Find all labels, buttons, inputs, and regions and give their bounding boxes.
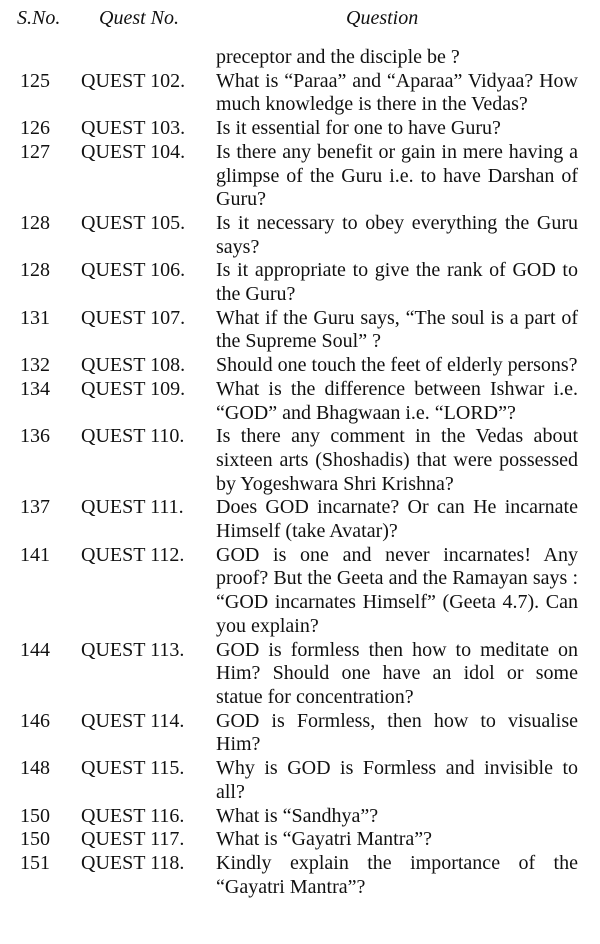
question-text: Is it essential for one to have Guru? [216, 117, 501, 140]
question-text: GOD is one and never incarnates! Any proof? But the Geeta and the Ramayan says : “GOD incarnates Himself” (Geeta 4.7). Can you explain? [216, 543, 578, 637]
quest-number: QUEST 108. [81, 354, 186, 377]
serial-number: 128 [20, 259, 50, 282]
quest-number: QUEST 109. [81, 377, 186, 400]
table-row [0, 117, 600, 141]
question-text: What is “Sandhya”? [216, 804, 379, 827]
table-row [0, 70, 600, 117]
quest-number: QUEST 103. [81, 117, 186, 140]
serial-number: 144 [20, 638, 50, 661]
table-row [0, 141, 600, 212]
quest-no-column-header: Quest No. [99, 7, 179, 29]
table-row [0, 710, 600, 757]
serial-number: 134 [20, 377, 50, 400]
table-row [0, 757, 600, 804]
quest-number: QUEST 106. [81, 259, 186, 282]
question-text: Is there any comment in the Vedas about sixteen arts (Shoshadis) that were possessed by Yogeshwara Shri Krishna? [216, 425, 578, 495]
serial-number: 151 [20, 851, 50, 874]
serial-number: 150 [20, 804, 50, 827]
serial-number: 132 [20, 354, 50, 377]
table-row [0, 639, 600, 710]
question-text: What is “Gayatri Mantra”? [216, 828, 433, 851]
table-row [0, 544, 600, 639]
question-text: What is “Paraa” and “Aparaa” Vidyaa? How much knowledge is there in the Vedas? [216, 69, 578, 116]
quest-number: QUEST 115. [81, 757, 185, 780]
question-text: Is there any benefit or gain in mere having a glimpse of the Guru i.e. to have Darshan of Guru? [216, 140, 578, 211]
question-text: Does GOD incarnate? Or can He incarnate Himself (take Avatar)? [216, 496, 578, 543]
table-row [0, 354, 600, 378]
quest-number: QUEST 111. [81, 496, 184, 519]
table-row [0, 425, 600, 496]
serial-number: 127 [20, 140, 50, 163]
sno-column-header: S.No. [17, 7, 61, 29]
serial-number: 136 [20, 425, 50, 448]
question-text: Is it appropriate to give the rank of GOD to the Guru? [216, 259, 578, 306]
quest-number: QUEST 105. [81, 211, 186, 234]
question-text: Is it necessary to obey everything the Guru says? [216, 211, 578, 258]
quest-number: QUEST 116. [81, 804, 185, 827]
table-row [0, 307, 600, 354]
question-text: Why is GOD is Formless and invisible to all? [216, 757, 578, 803]
question-text: Should one touch the feet of elderly persons? [216, 354, 578, 377]
serial-number: 150 [20, 828, 50, 851]
question-index-table [0, 46, 600, 899]
table-header [0, 7, 600, 37]
quest-number: QUEST 104. [81, 140, 186, 163]
table-row [0, 496, 600, 543]
quest-number: QUEST 113. [81, 638, 185, 661]
table-row [0, 259, 600, 306]
table-row [0, 828, 600, 852]
question-column-header: Question [346, 7, 419, 29]
question-text: Kindly explain the importance of the “Gayatri Mantra”? [216, 851, 578, 898]
question-text: GOD is Formless, then how to visualise Him? [216, 709, 578, 756]
table-row [0, 852, 600, 899]
serial-number: 146 [20, 709, 50, 732]
serial-number: 131 [20, 306, 50, 329]
serial-number: 141 [20, 543, 50, 566]
serial-number: 137 [20, 496, 50, 519]
table-row [0, 212, 600, 259]
serial-number: 125 [20, 69, 50, 92]
table-row [0, 805, 600, 829]
question-text: What is the difference between Ishwar i.e. “GOD” and Bhagwaan i.e. “LORD”? [216, 377, 578, 424]
question-text: preceptor and the disciple be ? [216, 46, 460, 68]
quest-number: QUEST 107. [81, 306, 186, 329]
quest-number: QUEST 117. [81, 828, 185, 851]
question-text: GOD is formless then how to meditate on Him? Should one have an idol or some statue for concentration? [216, 638, 578, 708]
table-row [0, 46, 600, 70]
quest-number: QUEST 114. [81, 709, 185, 732]
serial-number: 128 [20, 211, 50, 234]
quest-number: QUEST 102. [81, 69, 186, 92]
serial-number: 148 [20, 757, 50, 780]
quest-number: QUEST 118. [81, 851, 185, 874]
serial-number: 126 [20, 117, 50, 140]
table-row [0, 378, 600, 425]
question-text: What if the Guru says, “The soul is a part of the Supreme Soul” ? [216, 306, 578, 353]
quest-number: QUEST 110. [81, 425, 185, 448]
quest-number: QUEST 112. [81, 543, 185, 566]
